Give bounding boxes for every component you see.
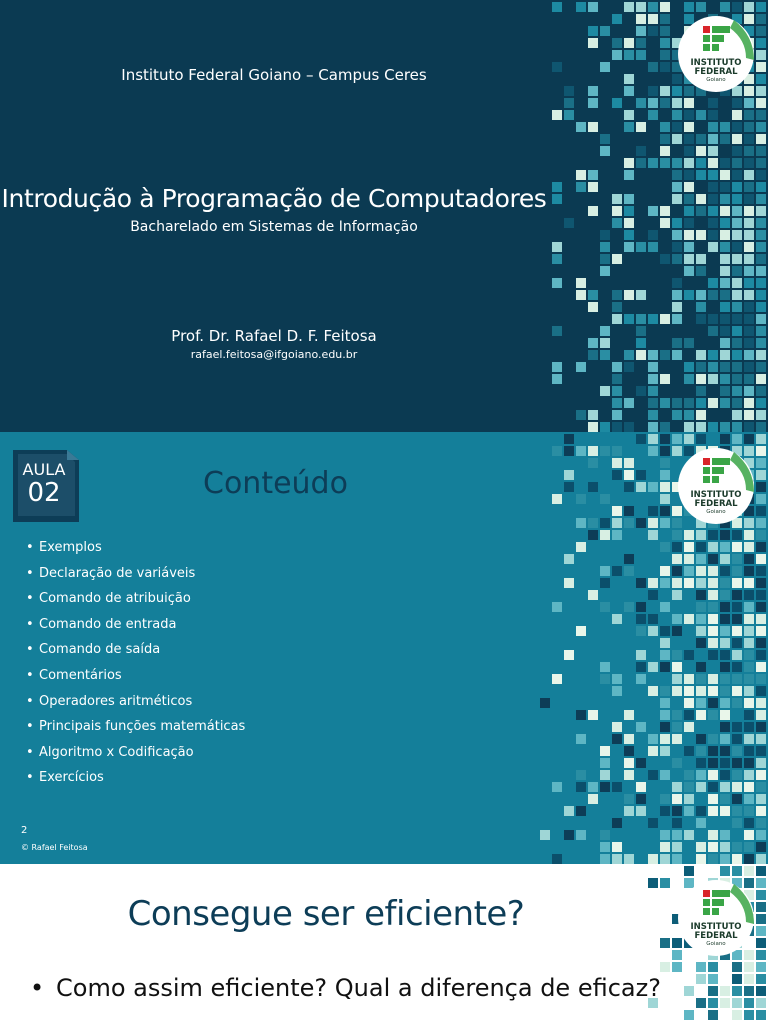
- bullet-text: Como assim eficiente? Qual a diferença de eficaz?: [56, 974, 661, 1002]
- list-item: • Comando de entrada: [26, 616, 177, 632]
- list-item-label: Declaração de variáveis: [39, 565, 196, 581]
- institute-logo: [676, 878, 756, 960]
- copyright: © Rafael Feitosa: [21, 843, 88, 852]
- lesson-badge: [13, 444, 80, 522]
- svg-text:Goiano: Goiano: [706, 941, 726, 947]
- list-item: • Comando de atribuição: [26, 591, 191, 607]
- svg-text:INSTITUTO: INSTITUTO: [690, 922, 742, 932]
- list-item: • Principais funções matemáticas: [26, 719, 246, 735]
- professor-email: rafael.feitosa@ifgoiano.edu.br: [190, 348, 358, 361]
- list-item-label: Comando de atribuição: [39, 591, 191, 607]
- list-item: • Comando de saída: [26, 642, 161, 658]
- badge-label: AULA: [22, 460, 66, 479]
- badge-number: 02: [27, 478, 61, 508]
- contents-title: Conteúdo: [203, 466, 348, 501]
- list-item: • Algoritmo x Codificação: [26, 744, 194, 760]
- institute-logo: [676, 14, 756, 96]
- list-item: • Exemplos: [26, 540, 102, 555]
- list-item: • Exercícios: [26, 770, 104, 786]
- list-item-label: Operadores aritméticos: [39, 693, 193, 709]
- page-number: 2: [21, 825, 28, 836]
- svg-text:FEDERAL: FEDERAL: [694, 931, 738, 941]
- list-item-label: Algoritmo x Codificação: [39, 744, 194, 760]
- contents-list: [26, 540, 245, 796]
- list-item: • Operadores aritméticos: [26, 693, 193, 709]
- svg-text:Goiano: Goiano: [706, 509, 726, 515]
- list-item-label: Principais funções matemáticas: [39, 719, 246, 735]
- bullet-item: • Como assim eficiente? Qual a diferença de eficaz?: [30, 974, 661, 1002]
- list-item-label: Comentários: [39, 667, 122, 683]
- course-title: Introdução à Programação de Computadores: [1, 184, 547, 213]
- course-subtitle: Bacharelado em Sistemas de Informação: [130, 219, 418, 235]
- list-item-label: Comando de entrada: [39, 616, 177, 632]
- professor-name: Prof. Dr. Rafael D. F. Feitosa: [171, 327, 377, 345]
- list-item: • Comentários: [26, 667, 122, 683]
- svg-text:INSTITUTO: INSTITUTO: [690, 490, 742, 500]
- institute-logo: [676, 446, 756, 528]
- slide-title: Consegue ser eficiente?: [127, 894, 525, 934]
- list-item-label: Comando de saída: [39, 642, 161, 658]
- list-item: • Declaração de variáveis: [26, 565, 196, 581]
- list-item-label: Exercícios: [39, 770, 104, 786]
- svg-text:FEDERAL: FEDERAL: [694, 67, 738, 77]
- title-slide: [0, 0, 768, 432]
- svg-text:FEDERAL: FEDERAL: [694, 499, 738, 509]
- list-item-label: Exemplos: [39, 540, 102, 555]
- svg-text:Goiano: Goiano: [706, 77, 726, 83]
- institution-name: Instituto Federal Goiano – Campus Ceres: [121, 66, 427, 84]
- svg-text:INSTITUTO: INSTITUTO: [690, 58, 742, 68]
